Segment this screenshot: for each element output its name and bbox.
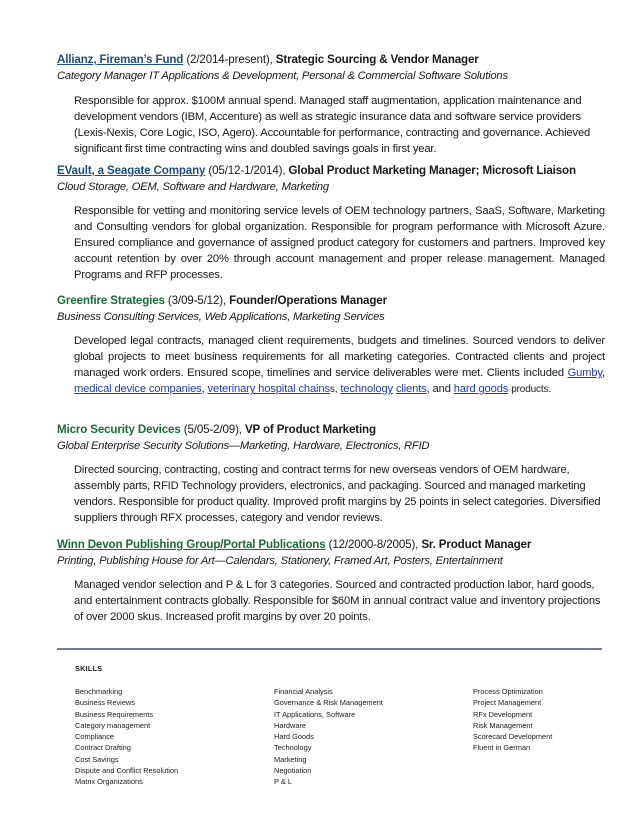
skill-item: Project Management [473, 698, 542, 708]
separator: , [201, 383, 205, 396]
job-entry-micro-security [57, 422, 605, 526]
link-medical-device-companies[interactable]: medical device companies [74, 383, 202, 396]
skill-item: Fluent in German [473, 743, 531, 753]
skill-item: Governance & Risk Management [274, 698, 383, 708]
job-entry-winn-devon [57, 537, 605, 625]
job-description: Directed sourcing, contracting, costing and contract terms for new overseas vendors of OEM hardware, assembly parts, RFID Technology providers, electronics, and packaging. Sourced and managed marketing vendors. Responsible for product quality. Improved profit margins by 25 points in select categories. Diversified suppliers through RFX processes, category and vendor reviews. [74, 464, 601, 525]
job-entry-greenfire [57, 293, 605, 398]
job-header [57, 293, 605, 309]
link-clients[interactable]: clients [395, 383, 427, 396]
job-subtitle: Global Enterprise Security Solutions—Marketing, Hardware, Electronics, RFID [57, 440, 430, 452]
skill-item: Hardware [274, 720, 307, 730]
skill-item: Compliance [75, 732, 115, 742]
job-description-tail: products. [511, 384, 551, 396]
skill-item: Hard Goods [274, 732, 314, 742]
job-subtitle: Cloud Storage, OEM, Software and Hardware, Marketing [57, 181, 329, 193]
skill-item: Financial Analysis [274, 687, 333, 696]
skills-column-1 [75, 686, 178, 788]
link-hard-goods[interactable]: hard goods [453, 383, 509, 396]
skill-item: Cost Savings [75, 754, 119, 764]
company-name: Winn Devon Publishing Group/Portal Publications [57, 538, 326, 551]
job-dates: (5/05-2/09), [183, 423, 242, 436]
job-description-text: Developed legal contracts, managed client requirements, budgets and timelines. Sourced vendors to deliver global projects to meet business requirements for all marketing categories. Contracted clients and project managed work orders. Ensured scope, timelines and service deliverables were met. Clients included [74, 335, 605, 380]
job-header [57, 422, 605, 438]
job-title: Global Product Marketing Manager; Microsoft Liaison [288, 164, 576, 177]
job-title: Sr. Product Manager [421, 538, 532, 551]
skill-item: Contract Drafting [75, 743, 131, 753]
skill-item: RFx Development [473, 709, 533, 719]
job-description: Managed vendor selection and P & L for 3 categories. Sourced and contracted production labor, hard goods, and entertainment contracts globally. Responsible for $60M in annual contract value and inventory projections of over 2000 skus. Increased profit margins by over 20 points. [74, 579, 601, 624]
skill-item: Category management [75, 720, 151, 730]
skills-column-3 [473, 686, 552, 754]
job-description: Responsible for approx. $100M annual spend. Managed staff augmentation, application maintenance and development vendors (IBM, Accenture) as well as strategic insurance data and software service providers (Lexis-Nexis, Core Logic, ISO, Agero). Accountable for performance, contracting and governance. Achieved significant first time contracting wins and doubled savings goals in first year. [74, 95, 591, 156]
job-subtitle: Printing, Publishing House for Art—Calendars, Stationery, Framed Art, Posters, Entertainment [57, 555, 503, 567]
job-entry-evault [57, 163, 605, 283]
skill-item: P & L [274, 777, 292, 787]
skill-item: IT Applications, Software [274, 709, 356, 719]
job-dates: (12/2000-8/2005), [328, 538, 419, 551]
job-header [57, 163, 605, 179]
company-name: Micro Security Devices [57, 423, 181, 436]
skills-column-2 [274, 686, 383, 788]
job-subtitle: Business Consulting Services, Web Applications, Marketing Services [57, 311, 385, 323]
skill-item: Scorecard Development [473, 732, 553, 742]
job-dates: (2/2014-present), [186, 53, 273, 66]
skill-item: Negotiation [274, 766, 312, 776]
separator: s, [329, 384, 338, 396]
skill-item: Matrix Organizations [75, 777, 143, 787]
link-veterinary-hospital-chains[interactable]: veterinary hospital chains [207, 383, 330, 396]
job-title: Strategic Sourcing & Vendor Manager [275, 53, 479, 66]
company-name: Allianz, Fireman’s Fund [57, 53, 184, 66]
job-header [57, 52, 605, 68]
job-dates: (05/12-1/2014), [208, 164, 286, 177]
skill-item: Technology [274, 743, 312, 753]
link-technology[interactable]: technology [340, 383, 393, 396]
job-description: Responsible for vetting and monitoring service levels of OEM technology partners, SaaS, Software, Marketing and Consulting vendors for global organization. Responsible for program performance with Microsoft Azure. Ensured compliance and governance of assigned product category for customers and partners. Improved key account retention by over 20% through account management and proper release management. Managed Programs and RFP processes. [74, 205, 605, 282]
job-title: VP of Product Marketing [244, 423, 376, 436]
job-subtitle: Category Manager IT Applications & Development, Personal & Commercial Software Solutions [57, 70, 508, 82]
skill-item: Business Reviews [75, 698, 135, 708]
company-name: Greenfire Strategies [57, 294, 165, 307]
skill-item: Business Requirements [75, 709, 154, 719]
job-dates: (3/09-5/12), [167, 294, 227, 307]
skills-heading: SKILLS [75, 664, 103, 673]
link-gumby[interactable]: Gumby [567, 367, 603, 380]
separator: , [602, 367, 606, 380]
job-entry-allianz [57, 52, 605, 157]
section-divider [57, 648, 602, 650]
skill-item: Risk Management [473, 720, 533, 730]
conjunction: and [432, 383, 451, 396]
separator: , [426, 383, 430, 396]
company-name: EVault, a Seagate Company [57, 164, 206, 177]
skill-item: Process Optimization [473, 687, 543, 696]
skill-item: Dispute and Conflict Resolution [75, 766, 179, 776]
skill-item: Benchmarking [75, 687, 123, 696]
job-description [74, 333, 605, 398]
job-title: Founder/Operations Manager [229, 294, 387, 307]
job-header [57, 537, 605, 553]
skill-item: Marketing [274, 754, 307, 764]
